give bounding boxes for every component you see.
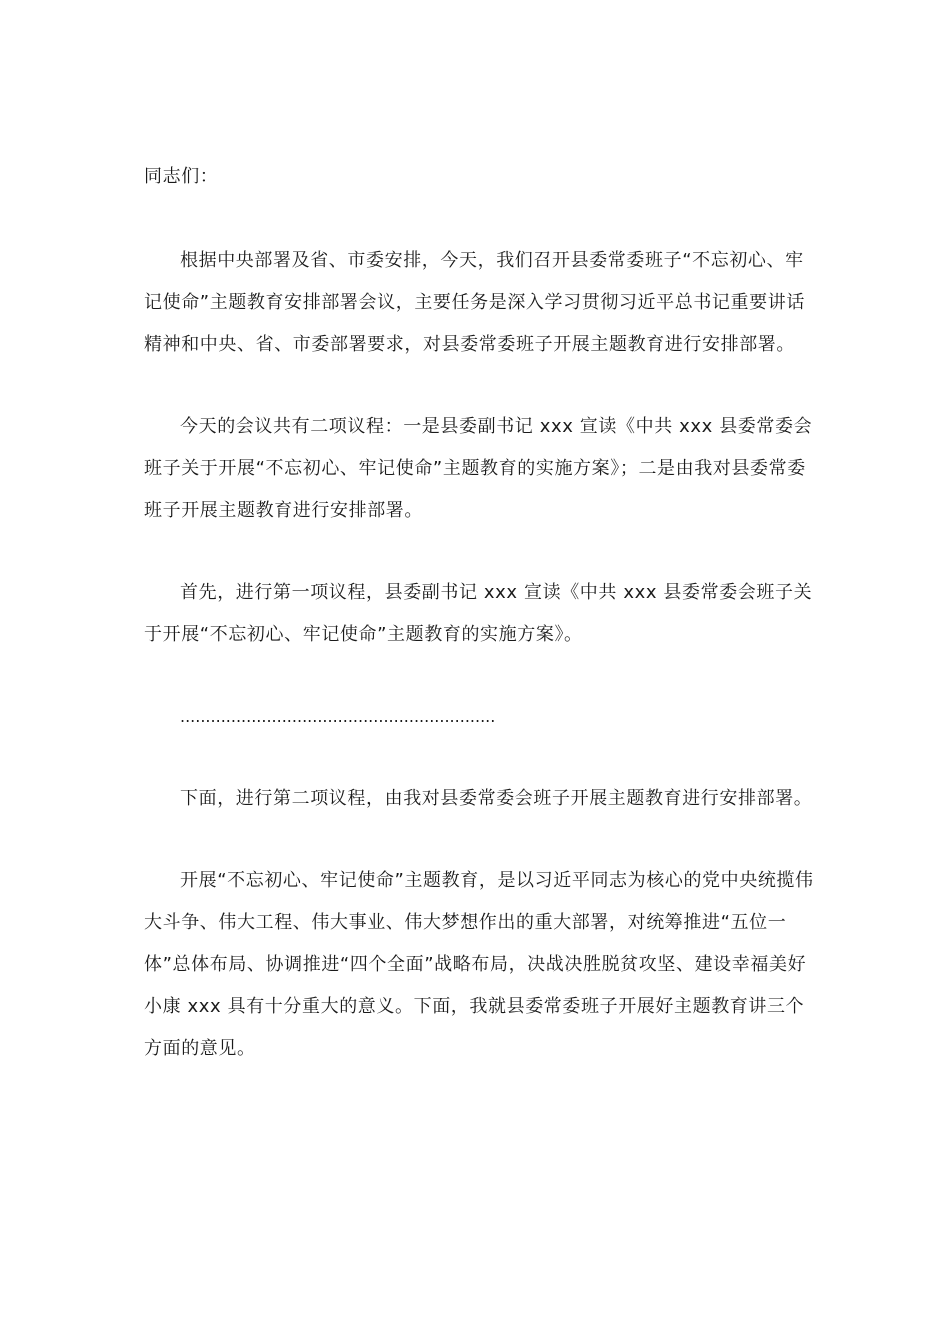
paragraph-agenda: 今天的会议共有二项议程：一是县委副书记 xxx 宣读《中共 xxx 县委常委会班子关于开展“不忘初心、牢记使命”主题教育的实施方案》；二是由我对县委常委班子开展主题教育进行安排部署。: [144, 416, 813, 521]
ellipsis-divider: ..............................................................: [180, 707, 496, 726]
paragraph-significance: 开展“不忘初心、牢记使命”主题教育，是以习近平同志为核心的党中央统揽伟大斗争、伟大工程、伟大事业、伟大梦想作出的重大部署，对统筹推进“五位一体”总体布局、协调推进“四个全面”战略布局，决战决胜脱贫攻坚、建设幸福美好小康 xxx 具有十分重大的意义。下面，我就县委常委班子开展好主题教育讲三个方面的意见。: [144, 870, 814, 1059]
paragraph-opening: 根据中央部署及省、市委安排，今天，我们召开县委常委班子“不忘初心、牢记使命”主题教育安排部署会议，主要任务是深入学习贯彻习近平总书记重要讲话精神和中央、省、市委部署要求，对县委常委班子开展主题教育进行安排部署。: [144, 250, 805, 355]
paragraph-second-item: 下面，进行第二项议程，由我对县委常委会班子开展主题教育进行安排部署。: [180, 788, 813, 809]
salutation: 同志们：: [144, 166, 219, 187]
paragraph-first-item: 首先，进行第一项议程，县委副书记 xxx 宣读《中共 xxx 县委常委会班子关于开展“不忘初心、牢记使命”主题教育的实施方案》。: [144, 582, 813, 645]
document-body: [144, 156, 814, 1110]
